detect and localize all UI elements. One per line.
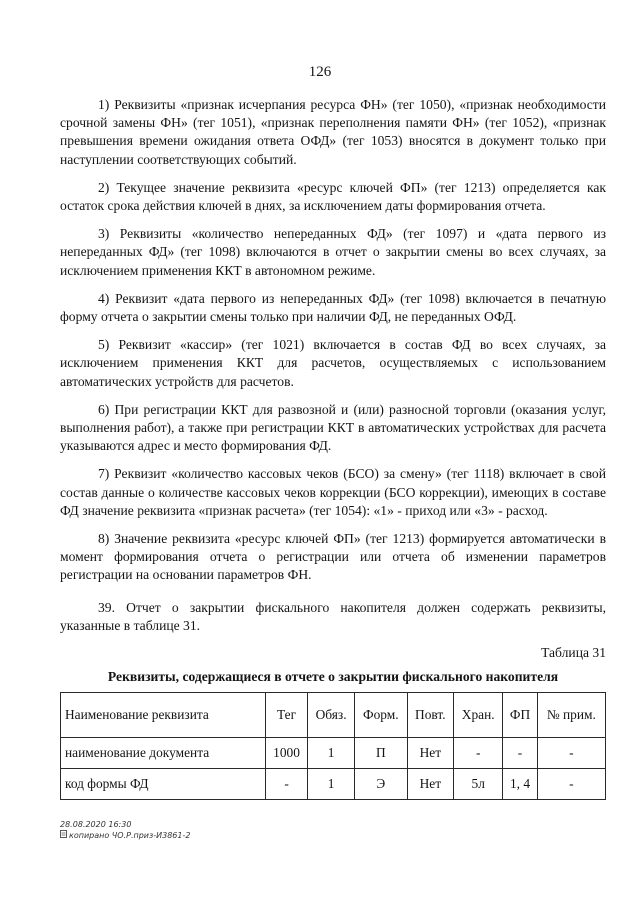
header-cell-format: Форм. <box>355 693 407 738</box>
table-header-row <box>61 693 606 738</box>
note-paragraph-5: 5) Реквизит «кассир» (тег 1021) включается в состав ФД во всех случаях, за исключением применения ККТ для расчетов, осуществляемых с использованием автоматических устройств для расчетов. <box>60 337 606 389</box>
table-row <box>61 769 606 800</box>
stamp-copy-line: копирано ЧО.Р.приз-И3861-2 <box>69 831 191 840</box>
table-cell: 1 <box>308 738 355 769</box>
table-cell: - <box>537 738 605 769</box>
table-cell: 1000 <box>266 738 308 769</box>
note-paragraph-7: 7) Реквизит «количество кассовых чеков (БСО) за смену» (тег 1118) включает в свой состав данные о количестве кассовых чеков коррекции (БСО коррекции), имеющих в составе ФД значение реквизита «признак расчета» (тег 1054): «1» - приход или «3» - расход. <box>60 466 606 518</box>
table-cell: 1 <box>308 769 355 800</box>
header-cell-name: Наименование реквизита <box>61 693 266 738</box>
table-cell: код формы ФД <box>61 769 266 800</box>
note-paragraph-4: 4) Реквизит «дата первого из непереданных ФД» (тег 1098) включается в печатную форму отчета о закрытии смены только при наличии ФД, не переданных ОФД. <box>60 290 606 325</box>
table-title: Реквизиты, содержащиеся в отчете о закрытии фискального накопителя <box>107 669 559 685</box>
table-cell: Нет <box>407 769 454 800</box>
item-39-paragraph: 39. Отчет о закрытии фискального накопителя должен содержать реквизиты, указанные в таблице 31. <box>60 599 606 633</box>
note-paragraph-3: 3) Реквизиты «количество непереданных ФД» (тег 1097) и «дата первого из непереданных ФД» (тег 1098) включаются в отчет о закрытии смены во всех случаях, за исключением применения ККТ в автономном режиме. <box>60 226 606 278</box>
table-cell: 5л <box>454 769 503 800</box>
table-cell: наименование документа <box>61 738 266 769</box>
table-cell: 1, 4 <box>503 769 537 800</box>
header-cell-repeat: Повт. <box>407 693 454 738</box>
table-row <box>61 738 606 769</box>
document-stamp-icon <box>60 830 67 841</box>
table-cell: Э <box>355 769 407 800</box>
note-paragraph-2: 2) Текущее значение реквизита «ресурс ключей ФП» (тег 1213) определяется как остаток срока действия ключей в днях, за исключением даты формирования отчета. <box>60 179 606 214</box>
table-cell: - <box>537 769 605 800</box>
header-cell-required: Обяз. <box>308 693 355 738</box>
table-cell: - <box>503 738 537 769</box>
table-cell: - <box>266 769 308 800</box>
note-paragraph-8: 8) Значение реквизита «ресурс ключей ФП» (тег 1213) формируется автоматически в момент формирования отчета о регистрации или отчета об изменении параметров регистрации на основании параметров ФН. <box>60 531 606 583</box>
table-cell: П <box>355 738 407 769</box>
header-cell-fp: ФП <box>503 693 537 738</box>
print-stamp <box>60 820 190 841</box>
table-cell: Нет <box>407 738 454 769</box>
requisites-table <box>60 692 606 800</box>
note-paragraph-6: 6) При регистрации ККТ для развозной и (или) разносной торговли (оказания услуг, выполнения работ), а также при регистрации ККТ в автоматических устройствах для расчета указываются адрес и место формирования ФД. <box>60 401 606 454</box>
table-cell: - <box>454 738 503 769</box>
header-cell-note: № прим. <box>537 693 605 738</box>
table-label: Таблица 31 <box>541 645 606 661</box>
header-cell-tag: Тег <box>266 693 308 738</box>
page-number: 126 <box>308 64 332 80</box>
document-body <box>60 96 606 800</box>
stamp-datetime: 28.08.2020 16:30 <box>60 820 132 829</box>
header-cell-storage: Хран. <box>454 693 503 738</box>
note-paragraph-1: 1) Реквизиты «признак исчерпания ресурса ФН» (тег 1050), «признак необходимости срочной замены ФН» (тег 1051), «признак переполнения памяти ФН» (тег 1052), «признак превышения времени ожидания ответа ОФД» (тег 1053) вносятся в документ только при наступлении соответствующих событий. <box>60 97 606 167</box>
